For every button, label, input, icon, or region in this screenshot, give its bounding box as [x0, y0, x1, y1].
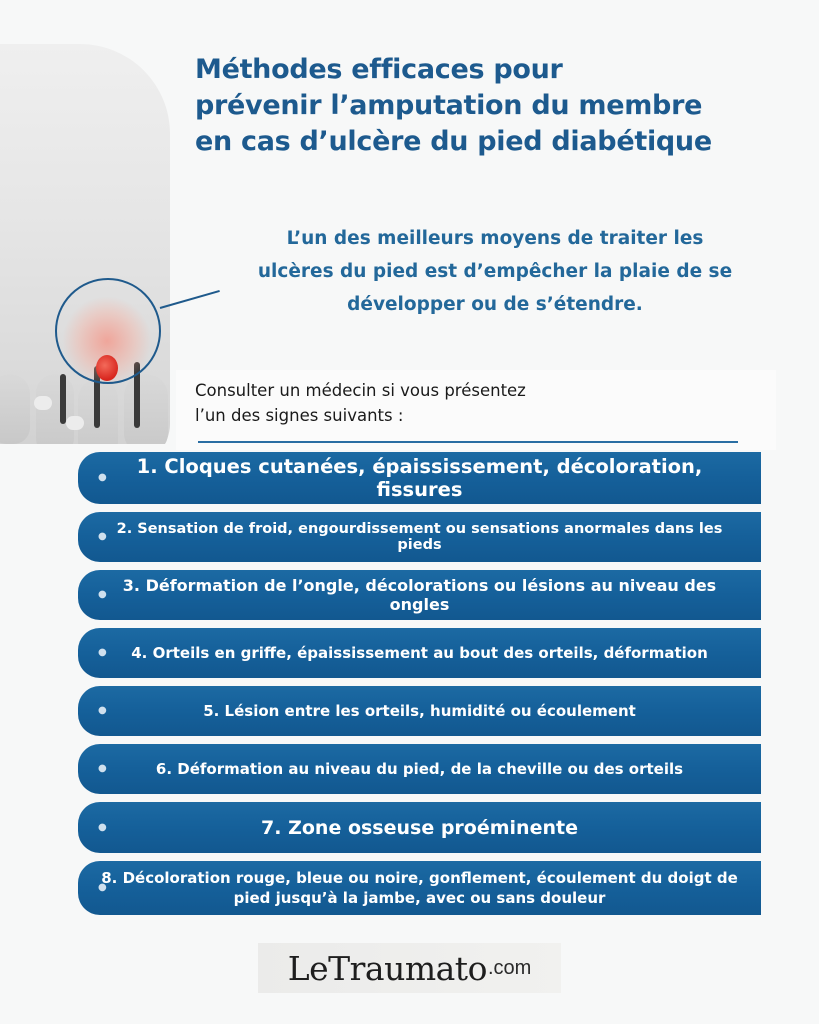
intro-text [195, 378, 755, 428]
sign-label: 1. Cloques cutanées, épaississement, décoloration, fissures [136, 455, 703, 501]
sign-item-7 [78, 802, 761, 853]
sign-item-8 [78, 861, 761, 915]
sign-item-5 [78, 686, 761, 736]
sign-item-4 [78, 628, 761, 678]
intro-line: Consulter un médecin si vous présentez [195, 381, 526, 400]
drop-icon: ● [98, 472, 107, 483]
subtitle-line: ulcères du pied est d’empêcher la plaie de se [257, 261, 733, 282]
toe [124, 374, 168, 444]
drop-icon: ● [98, 531, 107, 542]
drop-icon: ● [98, 589, 107, 600]
sign-item-1 [78, 452, 761, 504]
logo-tld: .com [487, 956, 532, 979]
sign-item-3 [78, 570, 761, 620]
toenail [66, 416, 84, 430]
subtitle-line: L’un des meilleurs moyens de traiter les [286, 228, 704, 249]
drop-icon: ● [98, 647, 107, 658]
divider [198, 441, 738, 443]
signs-list [78, 452, 761, 923]
sign-item-6 [78, 744, 761, 794]
subtitle [230, 222, 760, 321]
title-line: en cas d’ulcère du pied diabétique [195, 126, 712, 157]
sign-label: 5. Lésion entre les orteils, humidité ou écoulement [203, 702, 636, 720]
sign-label: 7. Zone osseuse proéminente [261, 816, 578, 839]
sign-label: 6. Déformation au niveau du pied, de la cheville ou des orteils [155, 760, 684, 778]
foot-illustration [0, 44, 180, 444]
sign-label: 4. Orteils en griffe, épaississement au bout des orteils, déformation [131, 644, 708, 662]
title-line: prévenir l’amputation du membre [195, 90, 703, 121]
sign-label: 8. Décoloration rouge, bleue ou noire, gonflement, écoulement du doigt de pied jusqu’à la jambe, avec ou sans douleur [101, 869, 738, 907]
title-line: Méthodes efficaces pour [195, 54, 563, 85]
intro-line: l’un des signes suivants : [195, 406, 404, 425]
drop-icon: ● [98, 763, 107, 774]
sign-label: 3. Déformation de l’ongle, décolorations ou lésions au niveau des ongles [122, 576, 717, 614]
ulcer-highlight-circle [55, 278, 161, 384]
subtitle-line: développer ou de s’étendre. [347, 294, 643, 315]
toenail [34, 396, 52, 410]
logo-wordmark: LeTraumato [287, 948, 487, 988]
drop-icon: ● [98, 882, 107, 893]
sign-item-2 [78, 512, 761, 562]
sign-label: 2. Sensation de froid, engourdissement ou sensations anormales dans les pieds [116, 521, 723, 553]
site-logo [258, 943, 561, 993]
toe-gap [60, 374, 66, 424]
toe [0, 374, 30, 444]
drop-icon: ● [98, 821, 107, 833]
drop-icon: ● [98, 705, 107, 716]
page-title [195, 52, 775, 160]
